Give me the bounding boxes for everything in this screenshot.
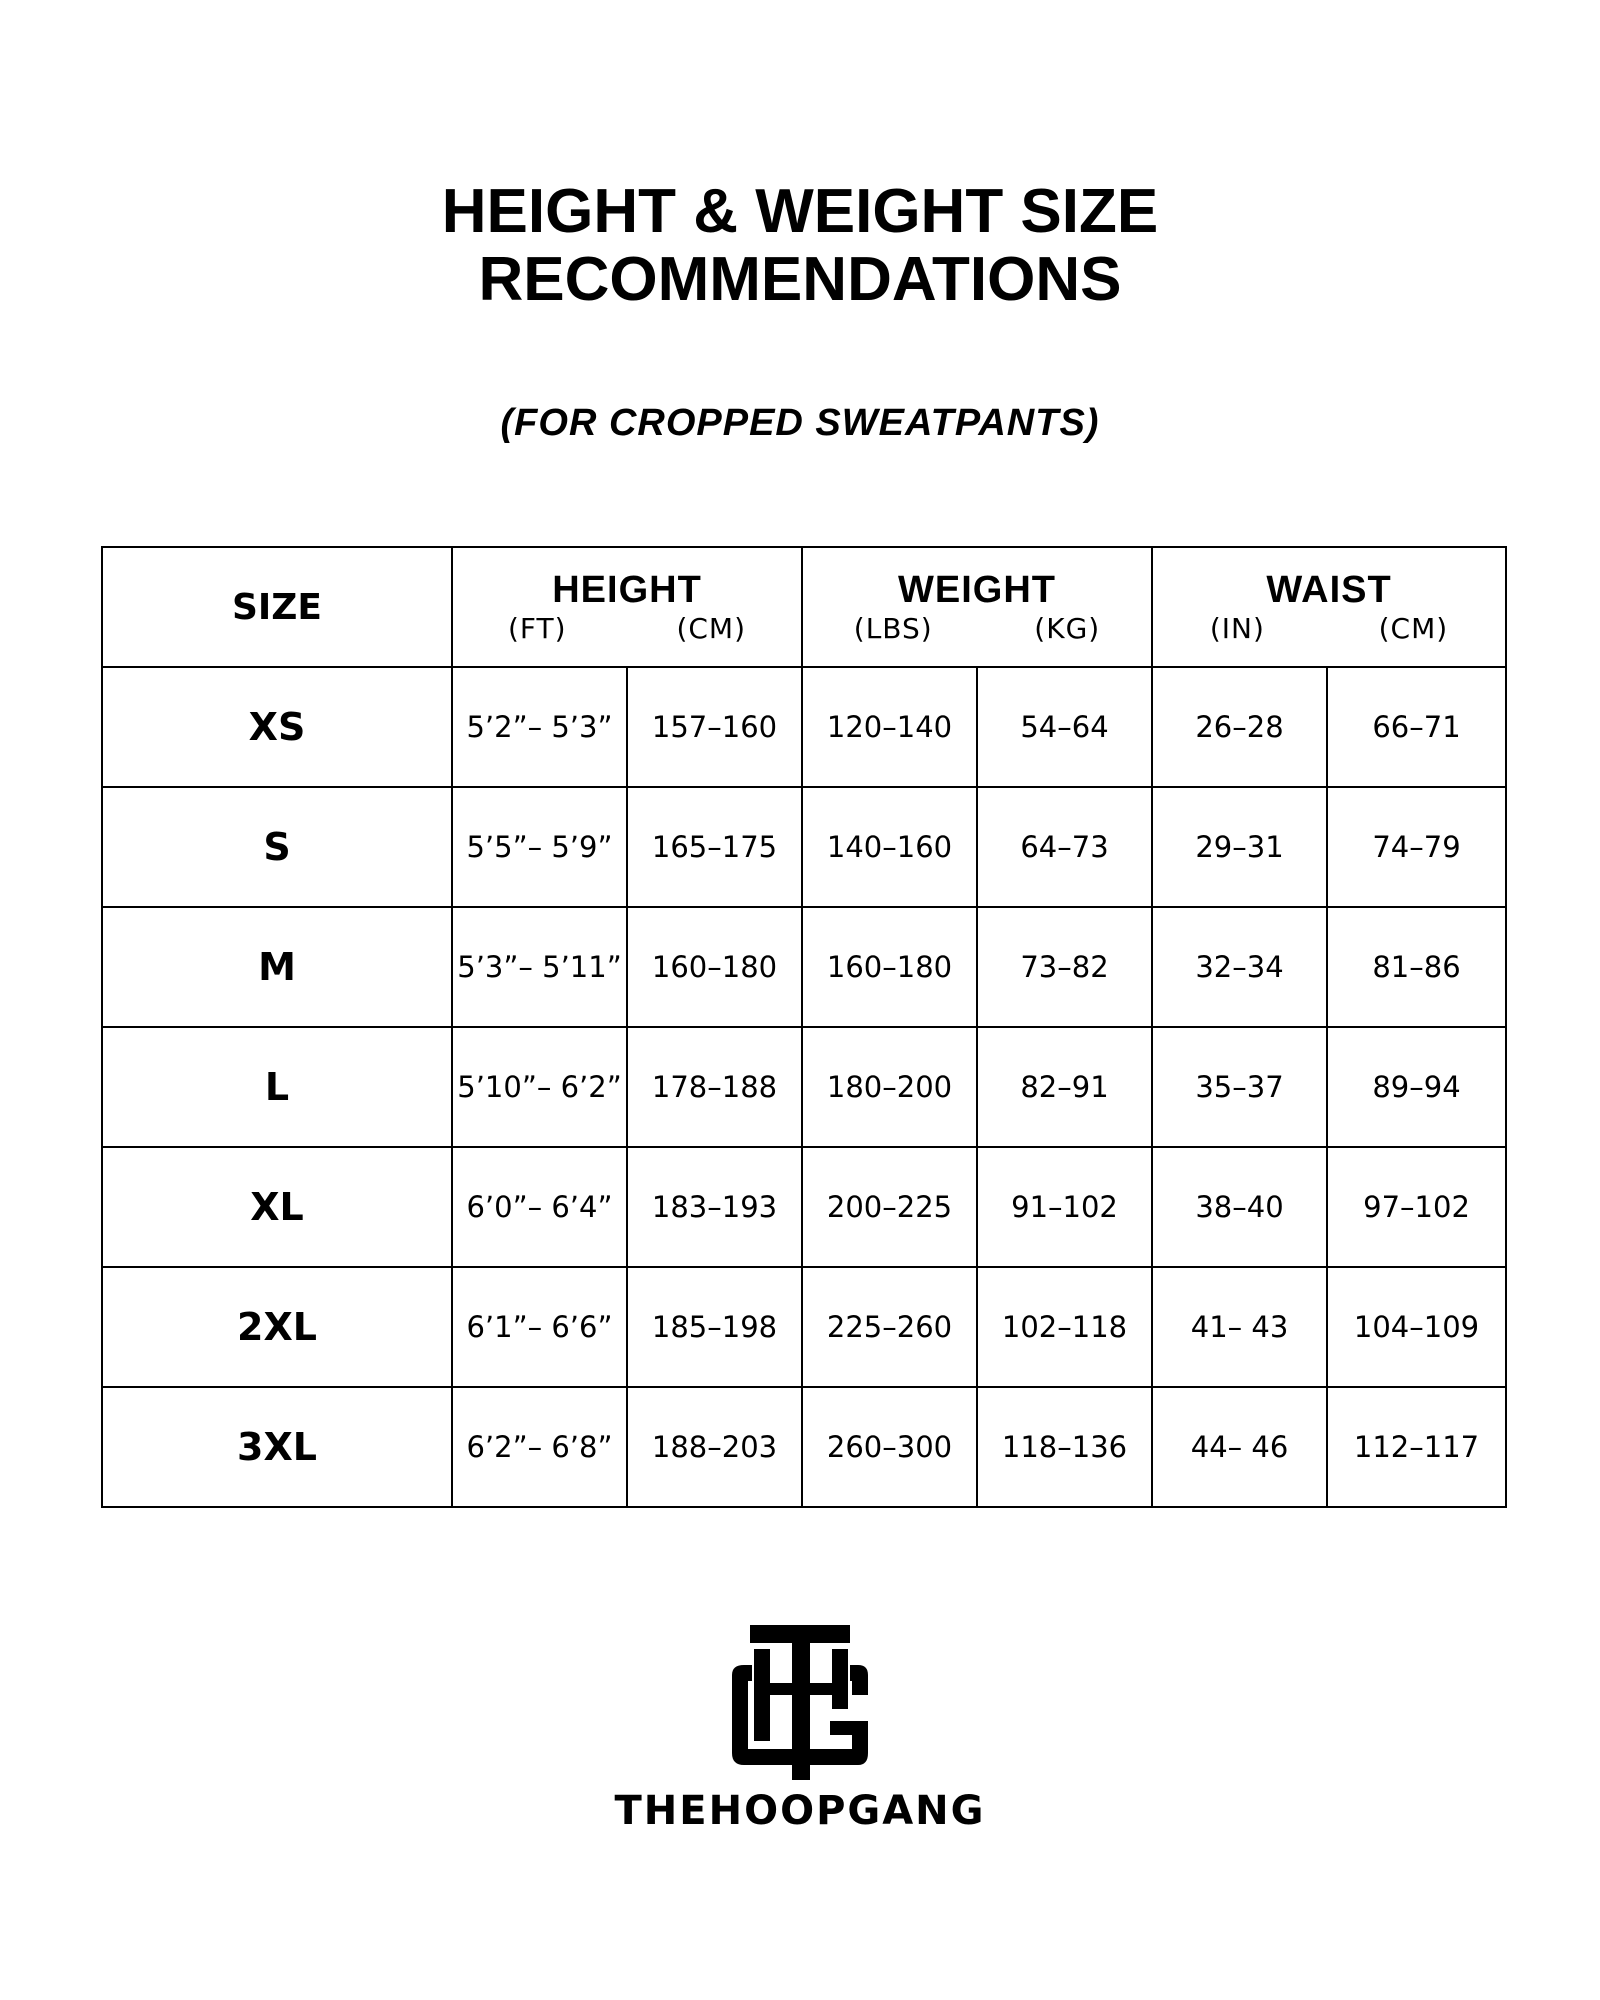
header-waist [1152,547,1506,667]
height-cm-cell: 165–175 [627,787,802,907]
waist-in-cell: 41– 43 [1152,1267,1327,1387]
waist-cm-cell: 104–109 [1327,1267,1506,1387]
size-chart-table [101,546,1507,1508]
table-row [102,1387,1506,1507]
header-height-unit-cm: (CM) [676,611,747,645]
height-ft-cell: 5’5”– 5’9” [452,787,627,907]
header-weight-unit-lbs: (LBS) [853,611,933,645]
weight-lbs-cell: 140–160 [802,787,977,907]
height-cm-cell: 178–188 [627,1027,802,1147]
size-label: L [102,1027,452,1147]
waist-in-cell: 26–28 [1152,667,1327,787]
weight-lbs-cell: 180–200 [802,1027,977,1147]
table-row [102,1027,1506,1147]
header-height-label: HEIGHT [552,568,702,611]
waist-in-cell: 38–40 [1152,1147,1327,1267]
brand-logo [0,1625,1600,1780]
title-line-1: HEIGHT & WEIGHT SIZE [441,177,1159,246]
weight-kg-cell: 118–136 [977,1387,1152,1507]
weight-kg-cell: 102–118 [977,1267,1152,1387]
brand-wordmark: THEHOOPGANG [614,1788,986,1834]
height-ft-cell: 6’0”– 6’4” [452,1147,627,1267]
header-waist-unit-in: (IN) [1209,611,1265,645]
header-height [452,547,802,667]
thg-monogram-icon [730,1625,870,1780]
header-size: SIZE [102,547,452,667]
weight-lbs-cell: 160–180 [802,907,977,1027]
waist-cm-cell: 89–94 [1327,1027,1506,1147]
table-row [102,907,1506,1027]
size-label: XL [102,1147,452,1267]
height-cm-cell: 188–203 [627,1387,802,1507]
waist-in-cell: 35–37 [1152,1027,1327,1147]
height-ft-cell: 6’2”– 6’8” [452,1387,627,1507]
table-row [102,787,1506,907]
weight-kg-cell: 54–64 [977,667,1152,787]
waist-in-cell: 32–34 [1152,907,1327,1027]
waist-cm-cell: 81–86 [1327,907,1506,1027]
header-weight-unit-kg: (KG) [1034,611,1101,645]
size-label: M [102,907,452,1027]
size-label: 2XL [102,1267,452,1387]
title-line-2: RECOMMENDATIONS [478,245,1122,314]
waist-cm-cell: 97–102 [1327,1147,1506,1267]
waist-cm-cell: 112–117 [1327,1387,1506,1507]
waist-cm-cell: 66–71 [1327,667,1506,787]
weight-lbs-cell: 260–300 [802,1387,977,1507]
size-label: S [102,787,452,907]
header-waist-label: WAIST [1266,568,1392,611]
height-cm-cell: 183–193 [627,1147,802,1267]
size-label: XS [102,667,452,787]
weight-kg-cell: 91–102 [977,1147,1152,1267]
page-subtitle: (FOR CROPPED SWEATPANTS) [500,402,1100,444]
height-ft-cell: 5’10”– 6’2” [452,1027,627,1147]
height-ft-cell: 6’1”– 6’6” [452,1267,627,1387]
weight-kg-cell: 82–91 [977,1027,1152,1147]
height-cm-cell: 160–180 [627,907,802,1027]
page-title [0,178,1600,314]
header-height-unit-ft: (FT) [507,611,567,645]
height-ft-cell: 5’2”– 5’3” [452,667,627,787]
header-weight-label: WEIGHT [898,568,1056,611]
size-label: 3XL [102,1387,452,1507]
weight-lbs-cell: 120–140 [802,667,977,787]
waist-cm-cell: 74–79 [1327,787,1506,907]
table-row [102,667,1506,787]
header-weight [802,547,1152,667]
table-row [102,1267,1506,1387]
weight-lbs-cell: 225–260 [802,1267,977,1387]
height-cm-cell: 157–160 [627,667,802,787]
table-header-row [102,547,1506,667]
weight-kg-cell: 64–73 [977,787,1152,907]
height-cm-cell: 185–198 [627,1267,802,1387]
table-row [102,1147,1506,1267]
waist-in-cell: 44– 46 [1152,1387,1327,1507]
weight-lbs-cell: 200–225 [802,1147,977,1267]
height-ft-cell: 5’3”– 5’11” [452,907,627,1027]
weight-kg-cell: 73–82 [977,907,1152,1027]
header-waist-unit-cm: (CM) [1378,611,1449,645]
waist-in-cell: 29–31 [1152,787,1327,907]
